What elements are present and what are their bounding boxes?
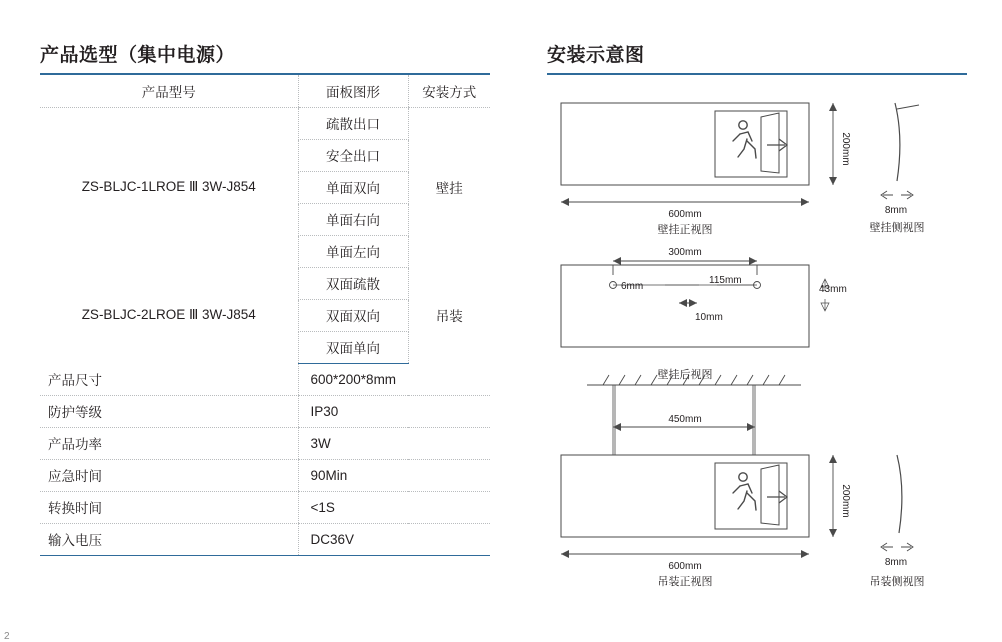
header-mount: 安装方式 [408, 75, 490, 107]
panel-cell: 双面疏散 [298, 267, 408, 299]
caption-wall-front: 壁挂正视图 [657, 224, 713, 236]
section-title-installation: 安装示意图 [547, 45, 645, 66]
product-selection-section [40, 40, 490, 556]
dim-wall-thickness: 8mm [884, 205, 908, 216]
model-cell-2: ZS-BLJC-2LROE Ⅲ 3W-J854 [81, 307, 256, 322]
dim-hang-span: 450mm [668, 414, 702, 425]
caption-wall-rear: 壁挂后视图 [657, 369, 713, 381]
panel-cell: 双面双向 [298, 299, 408, 331]
mount-cell-2: 吊装 [435, 309, 463, 324]
header-model: 产品型号 [40, 75, 298, 107]
dim-wall-width: 600mm [668, 209, 702, 220]
attribute-row [40, 491, 490, 523]
diagram-canvas [547, 89, 967, 609]
panel-cell: 双面单向 [298, 331, 408, 363]
attribute-value: 600*200*8mm [298, 363, 490, 395]
attribute-name: 转换时间 [40, 491, 298, 523]
attribute-row [40, 523, 490, 555]
attribute-row [40, 459, 490, 491]
caption-hang-front: 吊装正视图 [657, 576, 713, 588]
page-number: 2 [4, 631, 10, 642]
table-row [40, 107, 490, 139]
dim-rear-span: 300mm [668, 247, 702, 258]
attribute-value: 3W [298, 427, 490, 459]
attribute-value: <1S [298, 491, 490, 523]
table-header-row [40, 75, 490, 107]
dim-hang-width: 600mm [668, 561, 702, 572]
dim-rear-slot: 10mm [695, 312, 723, 323]
attribute-value: DC36V [298, 523, 490, 555]
table-row [40, 267, 490, 299]
dim-wall-height: 200mm [840, 132, 851, 166]
attribute-name: 产品尺寸 [40, 363, 298, 395]
caption-wall-side: 壁挂侧视图 [869, 222, 925, 234]
attribute-value: IP30 [298, 395, 490, 427]
header-panel: 面板图形 [298, 75, 408, 107]
attribute-name: 产品功率 [40, 427, 298, 459]
product-spec-table [40, 75, 490, 556]
dim-hang-height: 200mm [840, 484, 851, 518]
dim-hang-thickness: 8mm [884, 557, 908, 568]
section-title-product-selection: 产品选型（集中电源） [40, 45, 236, 66]
mount-cell-1: 壁挂 [435, 181, 463, 197]
attribute-row [40, 363, 490, 395]
installation-diagram-section [547, 40, 967, 609]
attribute-name: 防护等级 [40, 395, 298, 427]
panel-cell: 单面右向 [298, 203, 408, 235]
attribute-name: 应急时间 [40, 459, 298, 491]
installation-drawings [547, 89, 967, 609]
panel-cell: 疏散出口 [298, 107, 408, 139]
dim-rear-hole: 6mm [621, 281, 644, 292]
title-underline-right [547, 73, 967, 75]
attribute-row [40, 395, 490, 427]
panel-cell: 单面左向 [298, 235, 408, 267]
attribute-row [40, 427, 490, 459]
dim-rear-right: 43mm [819, 284, 847, 295]
attribute-name: 输入电压 [40, 523, 298, 555]
panel-cell: 安全出口 [298, 139, 408, 171]
model-cell-1: ZS-BLJC-1LROE Ⅲ 3W-J854 [81, 179, 256, 195]
caption-hang-side: 吊装侧视图 [869, 576, 925, 588]
attribute-value: 90Min [298, 459, 490, 491]
dim-rear-inner: 115mm [709, 275, 742, 286]
panel-cell: 单面双向 [298, 171, 408, 203]
